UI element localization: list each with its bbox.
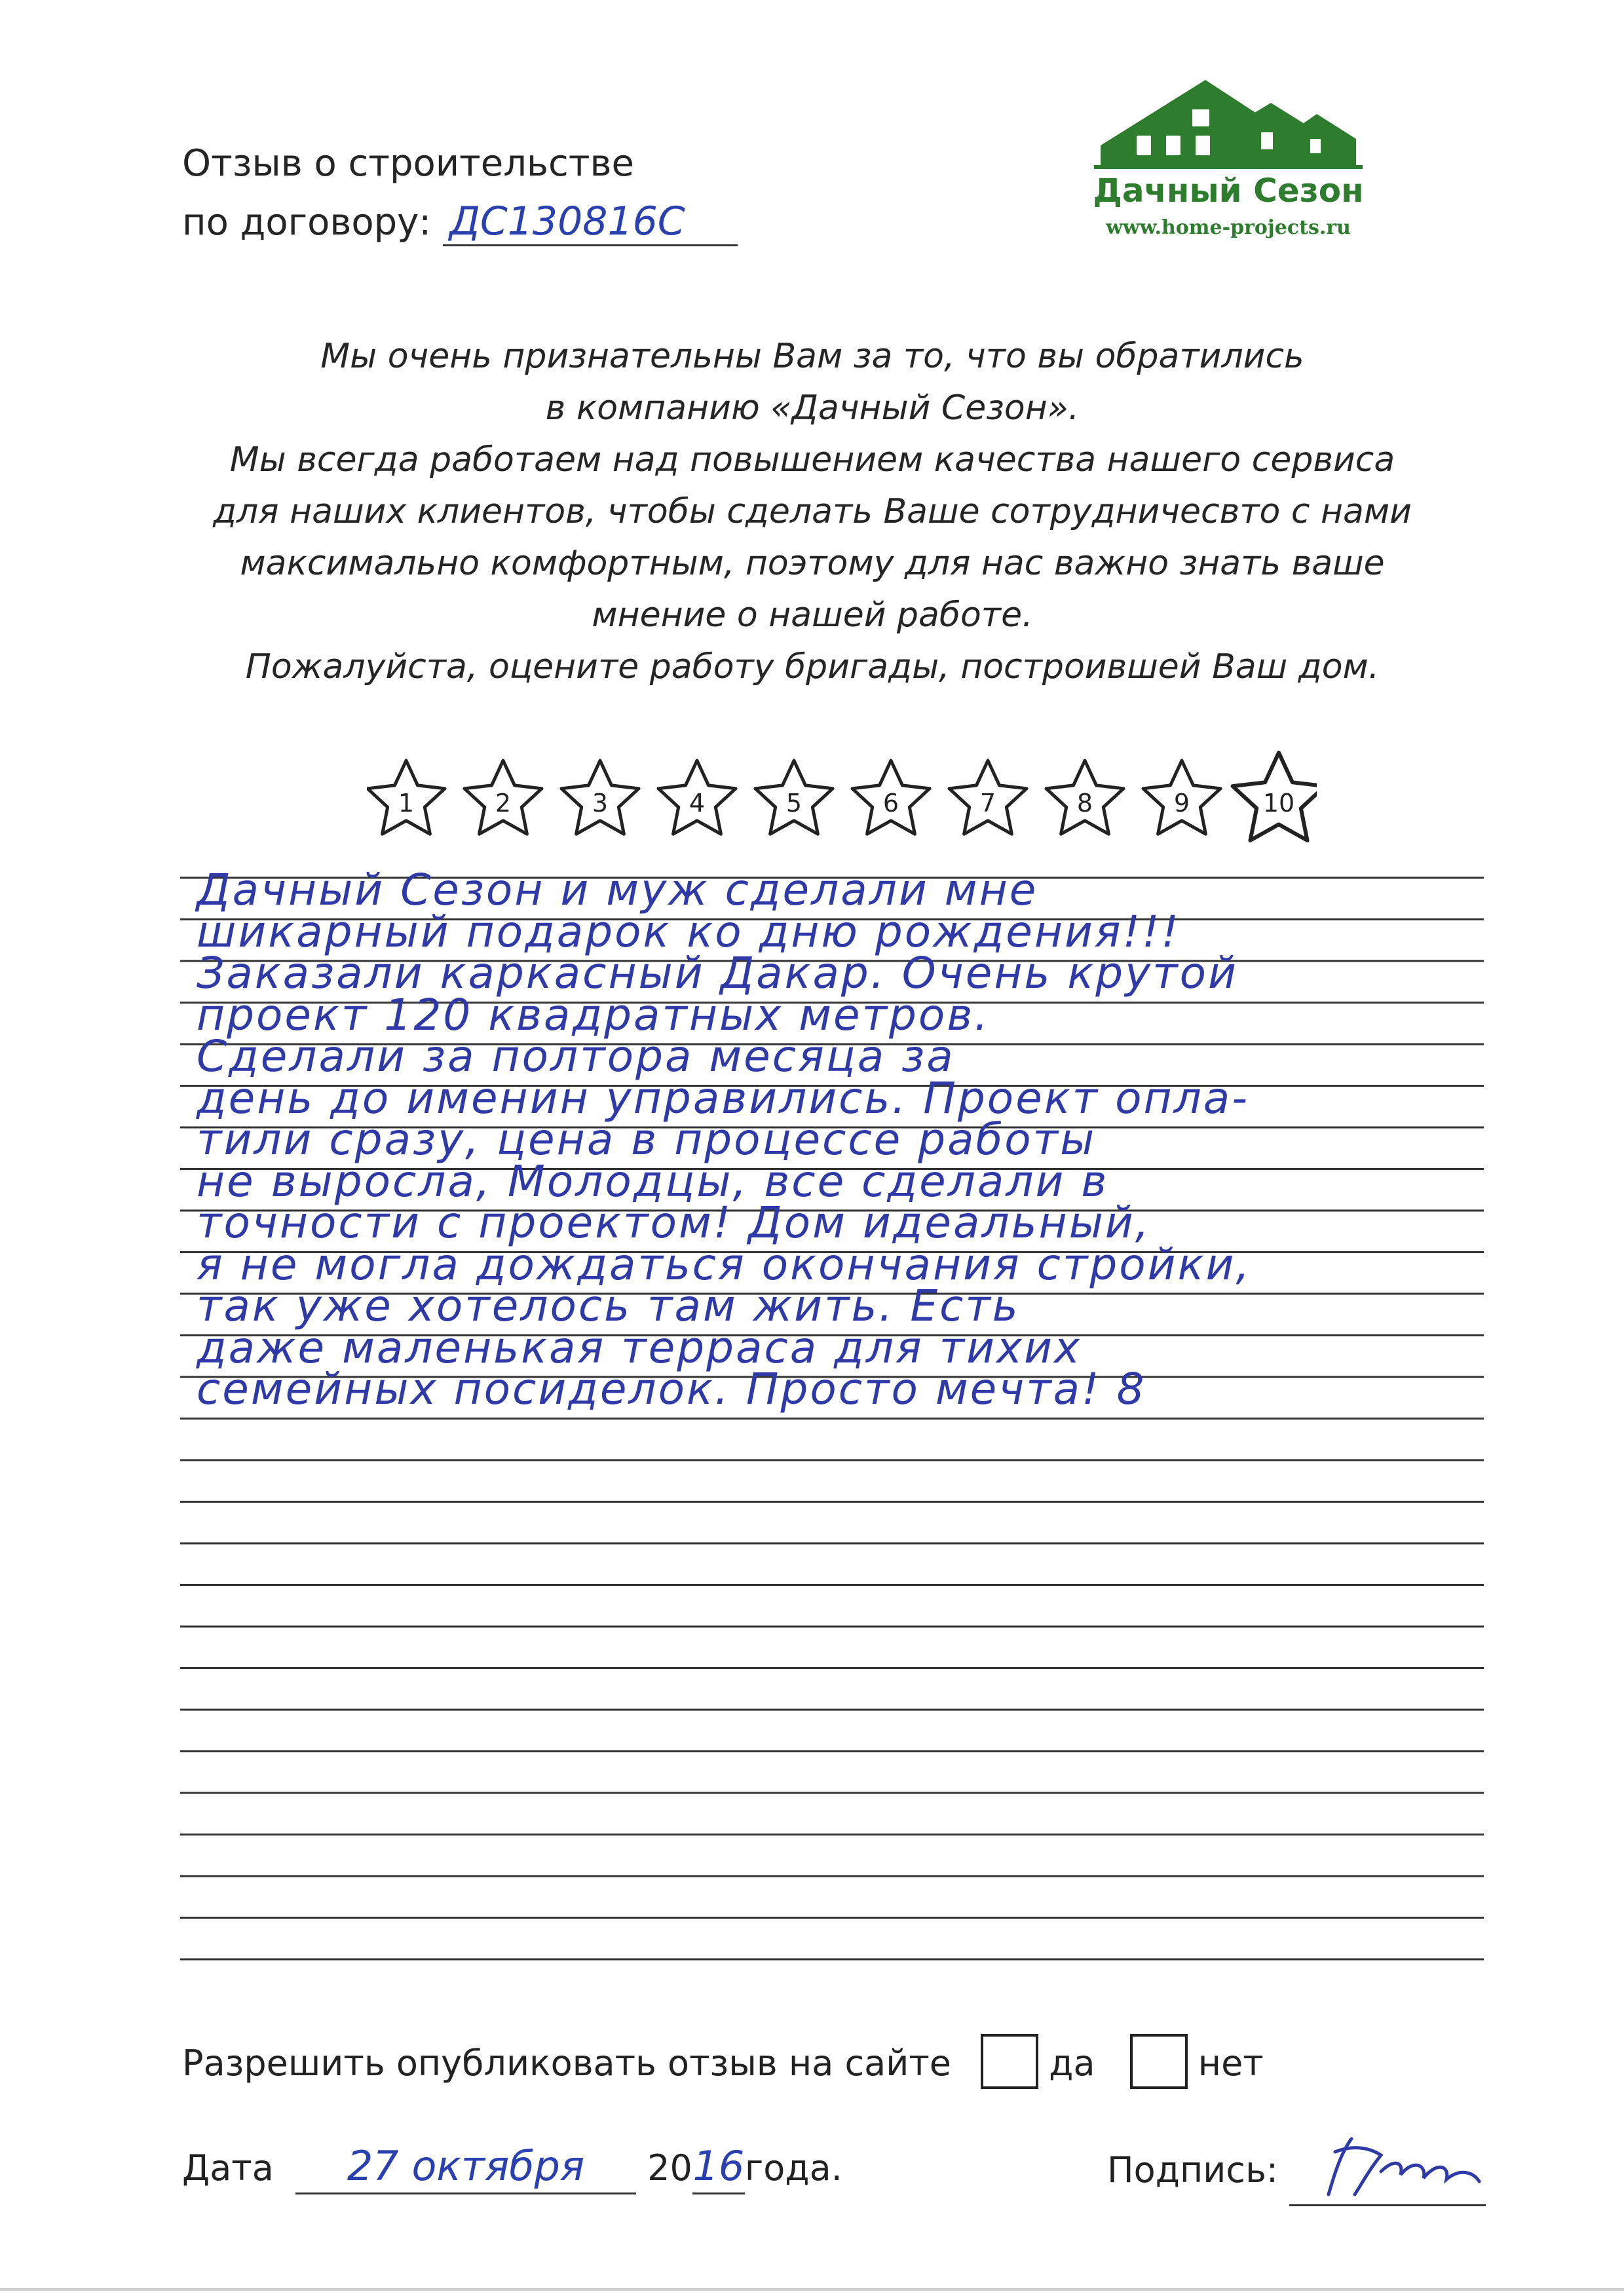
contract-number: ДС130816С xyxy=(443,198,738,246)
rating-star-8[interactable] xyxy=(1046,761,1124,834)
publish-no-checkbox[interactable] xyxy=(1130,2034,1188,2089)
rating-star-3[interactable] xyxy=(561,761,639,834)
publish-label: Разрешить опубликовать отзыв на сайте xyxy=(182,2042,951,2084)
publish-yes-label: да xyxy=(1049,2042,1095,2084)
contract-label: по договору: xyxy=(182,201,432,244)
intro-line: максимально комфортным, поэтому для нас важно знать ваше xyxy=(240,544,1385,583)
review-line: день до именин управились. Проект опла- xyxy=(197,1072,1250,1123)
review-line: Дачный Сезон и муж сделали мне xyxy=(197,865,1038,915)
date-row xyxy=(182,2132,842,2204)
date-year-word: года. xyxy=(744,2147,842,2189)
rating-star-4[interactable] xyxy=(658,761,736,834)
header xyxy=(182,134,738,252)
contract-row xyxy=(182,193,738,252)
review-title: Отзыв о строительстве xyxy=(182,142,634,185)
rating-star-1[interactable] xyxy=(368,761,445,834)
rating-star-label: 5 xyxy=(785,789,803,818)
date-day-month: 27 октября xyxy=(295,2140,636,2194)
review-line: я не могла дождаться окончания стройки, xyxy=(197,1239,1252,1290)
date-year-prefix: 20 xyxy=(647,2147,692,2189)
page-bottom-edge xyxy=(0,2288,1624,2291)
intro-line: Мы всегда работаем над повышением качества нашего сервиса xyxy=(229,440,1395,480)
logo-name: Дачный Сезон xyxy=(1093,172,1364,210)
intro-line: Пожалуйста, оцените работу бригады, построившей Ваш дом. xyxy=(245,647,1380,687)
rating-star-label: 9 xyxy=(1173,789,1190,818)
review-line: Заказали каркасный Дакар. Очень крутой xyxy=(197,948,1238,998)
signature-row xyxy=(1107,2132,1486,2206)
date-label: Дата xyxy=(182,2147,274,2189)
rating-star-label: 4 xyxy=(689,789,706,818)
date-year-suffix: 16 xyxy=(692,2140,745,2194)
review-line: проект 120 квадратных метров. xyxy=(197,989,991,1040)
review-line: тили сразу, цена в процессе работы xyxy=(197,1114,1097,1165)
publish-permission xyxy=(182,2034,1269,2093)
rating-star-2[interactable] xyxy=(464,761,542,834)
intro-line: мнение о нашей работе. xyxy=(592,595,1033,635)
rating-star-6[interactable] xyxy=(852,761,930,834)
review-line: шикарный подарок ко дню рождения!!! xyxy=(197,906,1180,957)
review-line: не выросла, Молодцы, все сделали в xyxy=(197,1156,1109,1207)
rating-star-label: 10 xyxy=(1262,789,1295,818)
rating-star-9[interactable] xyxy=(1143,761,1220,834)
rating-star-label: 6 xyxy=(882,789,899,818)
rating-star-label: 8 xyxy=(1076,789,1093,818)
review-line: Сделали за полтора месяца за xyxy=(197,1031,955,1082)
intro-line: Мы очень признательны Вам за то, что вы обратились xyxy=(320,337,1304,376)
intro-text xyxy=(131,331,1494,693)
rating-star-7[interactable] xyxy=(949,761,1027,834)
review-line: семейных посиделок. Просто мечта! 8 xyxy=(197,1364,1146,1414)
review-line: точности с проектом! Дом идеальный, xyxy=(197,1197,1151,1248)
logo-url: www.home-projects.ru xyxy=(1106,216,1351,239)
rating-star-5[interactable] xyxy=(755,761,833,834)
signature xyxy=(1289,2132,1486,2206)
rating-stars xyxy=(367,743,1317,861)
signature-label: Подпись: xyxy=(1107,2149,1279,2191)
intro-line: в компанию «Дачный Сезон». xyxy=(545,388,1080,428)
publish-no-label: нет xyxy=(1198,2042,1264,2084)
rating-star-label: 3 xyxy=(592,789,609,818)
rating-star-label: 2 xyxy=(495,789,512,818)
rating-star-label: 7 xyxy=(979,789,996,818)
review-line: так уже хотелось там жить. Есть xyxy=(197,1281,1020,1331)
publish-yes-checkbox[interactable] xyxy=(981,2034,1038,2089)
rating-star-label: 1 xyxy=(398,789,415,818)
rating-star-10[interactable] xyxy=(1233,753,1317,840)
intro-line: для наших клиентов, чтобы сделать Ваше сотрудничесвто с нами xyxy=(213,492,1412,531)
review-line: даже маленькая терраса для тихих xyxy=(197,1322,1082,1373)
